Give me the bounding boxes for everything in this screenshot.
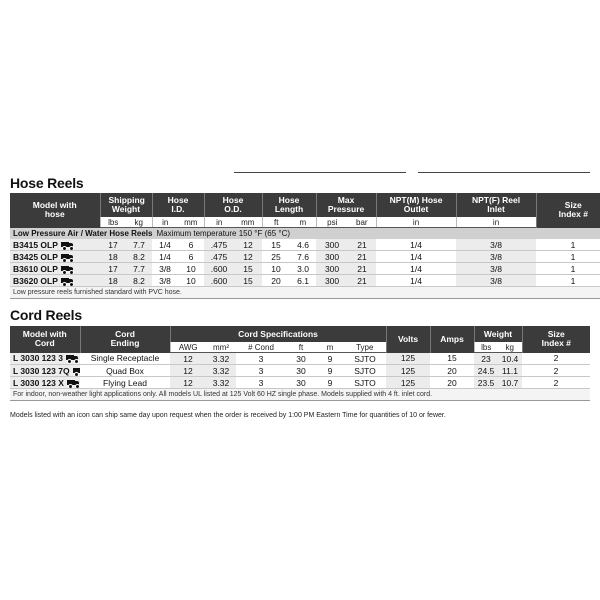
table-cell: 21 bbox=[348, 275, 376, 287]
table-cell: 10 bbox=[178, 275, 204, 287]
unit-lbs: lbs bbox=[474, 342, 498, 353]
table-cell: 1/4 bbox=[376, 275, 456, 287]
group-label: Low Pressure Air / Water Hose Reels bbox=[13, 229, 153, 238]
unit-in: in bbox=[456, 217, 536, 228]
table-cell: 10 bbox=[262, 263, 290, 275]
col-max-pressure: Max Pressure bbox=[316, 193, 376, 217]
unit-mm2: mm² bbox=[206, 342, 236, 353]
col-model-with-hose: Model with hose bbox=[10, 193, 100, 228]
table-cell: 300 bbox=[316, 275, 348, 287]
table-cell: 125 bbox=[386, 353, 430, 365]
table-cell: 3.0 bbox=[290, 263, 316, 275]
table-cell: 1/4 bbox=[376, 239, 456, 251]
model-number: B3425 OLP bbox=[13, 251, 58, 262]
table-cell: 3/8 bbox=[152, 275, 178, 287]
col-hose-id: Hose I.D. bbox=[152, 193, 204, 217]
table-cell: .600 bbox=[204, 275, 234, 287]
table-cell: SJTO bbox=[344, 353, 386, 365]
model-cell bbox=[10, 275, 100, 287]
table-cell: 6.1 bbox=[290, 275, 316, 287]
col-size-index: Size Index # bbox=[536, 193, 600, 228]
model-number: B3620 OLP bbox=[13, 275, 58, 286]
table-cell: 1 bbox=[536, 263, 600, 275]
table-cell: Quad Box bbox=[80, 365, 170, 377]
table-cell: 1/4 bbox=[376, 263, 456, 275]
table-cell: 15 bbox=[234, 275, 262, 287]
table-cell: 30 bbox=[286, 365, 316, 377]
table-cell: 8.2 bbox=[126, 275, 152, 287]
table-cell: 17 bbox=[100, 263, 126, 275]
table-cell: 9 bbox=[316, 377, 344, 389]
unit-lbs: lbs bbox=[100, 217, 126, 228]
table-cell: Flying Lead bbox=[80, 377, 170, 389]
group-note: Maximum temperature 150 °F (65 °C) bbox=[156, 229, 291, 238]
table-cell: 18 bbox=[100, 251, 126, 263]
unit-ft: ft bbox=[286, 342, 316, 353]
table-cell: 1/4 bbox=[152, 239, 178, 251]
unit-m: m bbox=[316, 342, 344, 353]
unit-in: in bbox=[204, 217, 234, 228]
table-cell: 21 bbox=[348, 239, 376, 251]
table-cell: 23.5 bbox=[474, 377, 498, 389]
col-cord-ending: Cord Ending bbox=[80, 326, 170, 353]
unit-type: Type bbox=[344, 342, 386, 353]
table-cell: SJTO bbox=[344, 377, 386, 389]
col-hose-length: Hose Length bbox=[262, 193, 316, 217]
model-cell bbox=[10, 263, 100, 275]
col-hose-od: Hose O.D. bbox=[204, 193, 262, 217]
table-cell: 2 bbox=[522, 377, 590, 389]
table-cell: 3.32 bbox=[206, 365, 236, 377]
table-cell: 3/8 bbox=[456, 251, 536, 263]
model-cell bbox=[10, 377, 80, 389]
table-cell: 9 bbox=[316, 353, 344, 365]
table-cell: 21 bbox=[348, 263, 376, 275]
hose-reels-title: Hose Reels bbox=[10, 175, 84, 191]
table-cell: 1/4 bbox=[152, 251, 178, 263]
unit-m: m bbox=[290, 217, 316, 228]
model-number: L 3030 123 3 bbox=[13, 353, 63, 364]
col-amps: Amps bbox=[430, 326, 474, 353]
table-row bbox=[10, 365, 590, 377]
table-cell: 11.1 bbox=[498, 365, 522, 377]
table-cell: 12 bbox=[170, 353, 206, 365]
unit-psi: psi bbox=[316, 217, 348, 228]
table-cell: 30 bbox=[286, 377, 316, 389]
unit-bar: bar bbox=[348, 217, 376, 228]
table-cell: .600 bbox=[204, 263, 234, 275]
col-weight: Weight bbox=[474, 326, 522, 342]
table-cell: 7.6 bbox=[290, 251, 316, 263]
table-cell: 23 bbox=[474, 353, 498, 365]
col-volts: Volts bbox=[386, 326, 430, 353]
unit-mm: mm bbox=[178, 217, 204, 228]
table-cell: 6 bbox=[178, 239, 204, 251]
table-row bbox=[10, 275, 600, 287]
table-cell: 3/8 bbox=[456, 263, 536, 275]
table-cell: SJTO bbox=[344, 365, 386, 377]
col-size-index: Size Index # bbox=[522, 326, 590, 353]
truck-icon bbox=[61, 254, 74, 261]
table-cell: 3 bbox=[236, 353, 286, 365]
table-cell: 125 bbox=[386, 377, 430, 389]
col-shipping-weight: Shipping Weight bbox=[100, 193, 152, 217]
table-cell: 7.7 bbox=[126, 239, 152, 251]
hose-footnote: Low pressure reels furnished standard with PVC hose. bbox=[10, 287, 600, 299]
col-npt-hose-outlet: NPT(M) Hose Outlet bbox=[376, 193, 456, 217]
col-model-with-cord: Model with Cord bbox=[10, 326, 80, 353]
table-cell: 25 bbox=[262, 251, 290, 263]
table-cell: .475 bbox=[204, 251, 234, 263]
table-cell: 4.6 bbox=[290, 239, 316, 251]
table-cell: 300 bbox=[316, 263, 348, 275]
table-cell: 12 bbox=[234, 239, 262, 251]
table-row bbox=[10, 251, 600, 263]
table-row bbox=[10, 377, 590, 389]
table-cell: 1/4 bbox=[376, 251, 456, 263]
truck-icon bbox=[67, 380, 80, 387]
model-cell bbox=[10, 239, 100, 251]
table-cell: 20 bbox=[430, 365, 474, 377]
model-cell bbox=[10, 365, 80, 377]
table-cell: 15 bbox=[430, 353, 474, 365]
table-cell: 10.4 bbox=[498, 353, 522, 365]
unit-in: in bbox=[376, 217, 456, 228]
table-cell: 20 bbox=[262, 275, 290, 287]
table-cell: 30 bbox=[286, 353, 316, 365]
col-cord-specifications: Cord Specifications bbox=[170, 326, 386, 342]
truck-icon bbox=[73, 368, 80, 375]
unit-kg: kg bbox=[498, 342, 522, 353]
table-cell: 9 bbox=[316, 365, 344, 377]
table-cell: 15 bbox=[234, 263, 262, 275]
table-cell: 10.7 bbox=[498, 377, 522, 389]
unit-mm: mm bbox=[234, 217, 262, 228]
unit-awg: AWG bbox=[170, 342, 206, 353]
model-number: L 3030 123 7Q bbox=[13, 365, 70, 376]
table-cell: 20 bbox=[430, 377, 474, 389]
ship-same-day-disclaimer: Models listed with an icon can ship same day upon request when the order is received by 1:00 PM Eastern Time for quantities of 10 or fewer. bbox=[10, 412, 446, 419]
table-cell: 300 bbox=[316, 251, 348, 263]
table-cell: 7.7 bbox=[126, 263, 152, 275]
table-cell: 3.32 bbox=[206, 377, 236, 389]
model-cell bbox=[10, 353, 80, 365]
table-cell: .475 bbox=[204, 239, 234, 251]
col-npt-reel-inlet: NPT(F) Reel Inlet bbox=[456, 193, 536, 217]
table-cell: 2 bbox=[522, 353, 590, 365]
top-rule-left bbox=[234, 172, 406, 173]
unit-ft: ft bbox=[262, 217, 290, 228]
table-cell: 12 bbox=[234, 251, 262, 263]
model-cell bbox=[10, 251, 100, 263]
unit-in: in bbox=[152, 217, 178, 228]
table-cell: 1 bbox=[536, 251, 600, 263]
table-cell: 3/8 bbox=[152, 263, 178, 275]
table-cell: 15 bbox=[262, 239, 290, 251]
table-cell: 8.2 bbox=[126, 251, 152, 263]
table-cell: 125 bbox=[386, 365, 430, 377]
table-cell: 300 bbox=[316, 239, 348, 251]
hose-reels-table bbox=[10, 193, 600, 299]
table-cell: 6 bbox=[178, 251, 204, 263]
unit-cond: # Cond bbox=[236, 342, 286, 353]
table-cell: 21 bbox=[348, 251, 376, 263]
table-row bbox=[10, 263, 600, 275]
cord-footnote: For indoor, non-weather light applications only. All models UL listed at 125 Volt 60 HZ single phase. Models supplied with 4 ft. inlet cord. bbox=[10, 389, 590, 401]
cord-reels-table bbox=[10, 326, 590, 401]
model-number: B3415 OLP bbox=[13, 239, 58, 250]
table-cell: 2 bbox=[522, 365, 590, 377]
table-cell: 10 bbox=[178, 263, 204, 275]
table-cell: 18 bbox=[100, 275, 126, 287]
truck-icon bbox=[61, 266, 74, 273]
table-cell: 3 bbox=[236, 365, 286, 377]
top-rule-right bbox=[418, 172, 590, 173]
model-number: B3610 OLP bbox=[13, 263, 58, 274]
table-row bbox=[10, 353, 590, 365]
table-cell: 3.32 bbox=[206, 353, 236, 365]
table-cell: 17 bbox=[100, 239, 126, 251]
cord-reels-title: Cord Reels bbox=[10, 307, 82, 323]
table-cell: 3/8 bbox=[456, 275, 536, 287]
model-number: L 3030 123 X bbox=[13, 377, 64, 388]
table-cell: 24.5 bbox=[474, 365, 498, 377]
table-cell: 12 bbox=[170, 377, 206, 389]
group-row bbox=[10, 228, 600, 240]
table-cell: 12 bbox=[170, 365, 206, 377]
table-cell: Single Receptacle bbox=[80, 353, 170, 365]
truck-icon bbox=[61, 278, 74, 285]
truck-icon bbox=[61, 242, 74, 249]
table-cell: 1 bbox=[536, 275, 600, 287]
table-cell: 1 bbox=[536, 239, 600, 251]
table-row bbox=[10, 239, 600, 251]
table-cell: 3 bbox=[236, 377, 286, 389]
table-cell: 3/8 bbox=[456, 239, 536, 251]
unit-kg: kg bbox=[126, 217, 152, 228]
truck-icon bbox=[66, 355, 79, 362]
